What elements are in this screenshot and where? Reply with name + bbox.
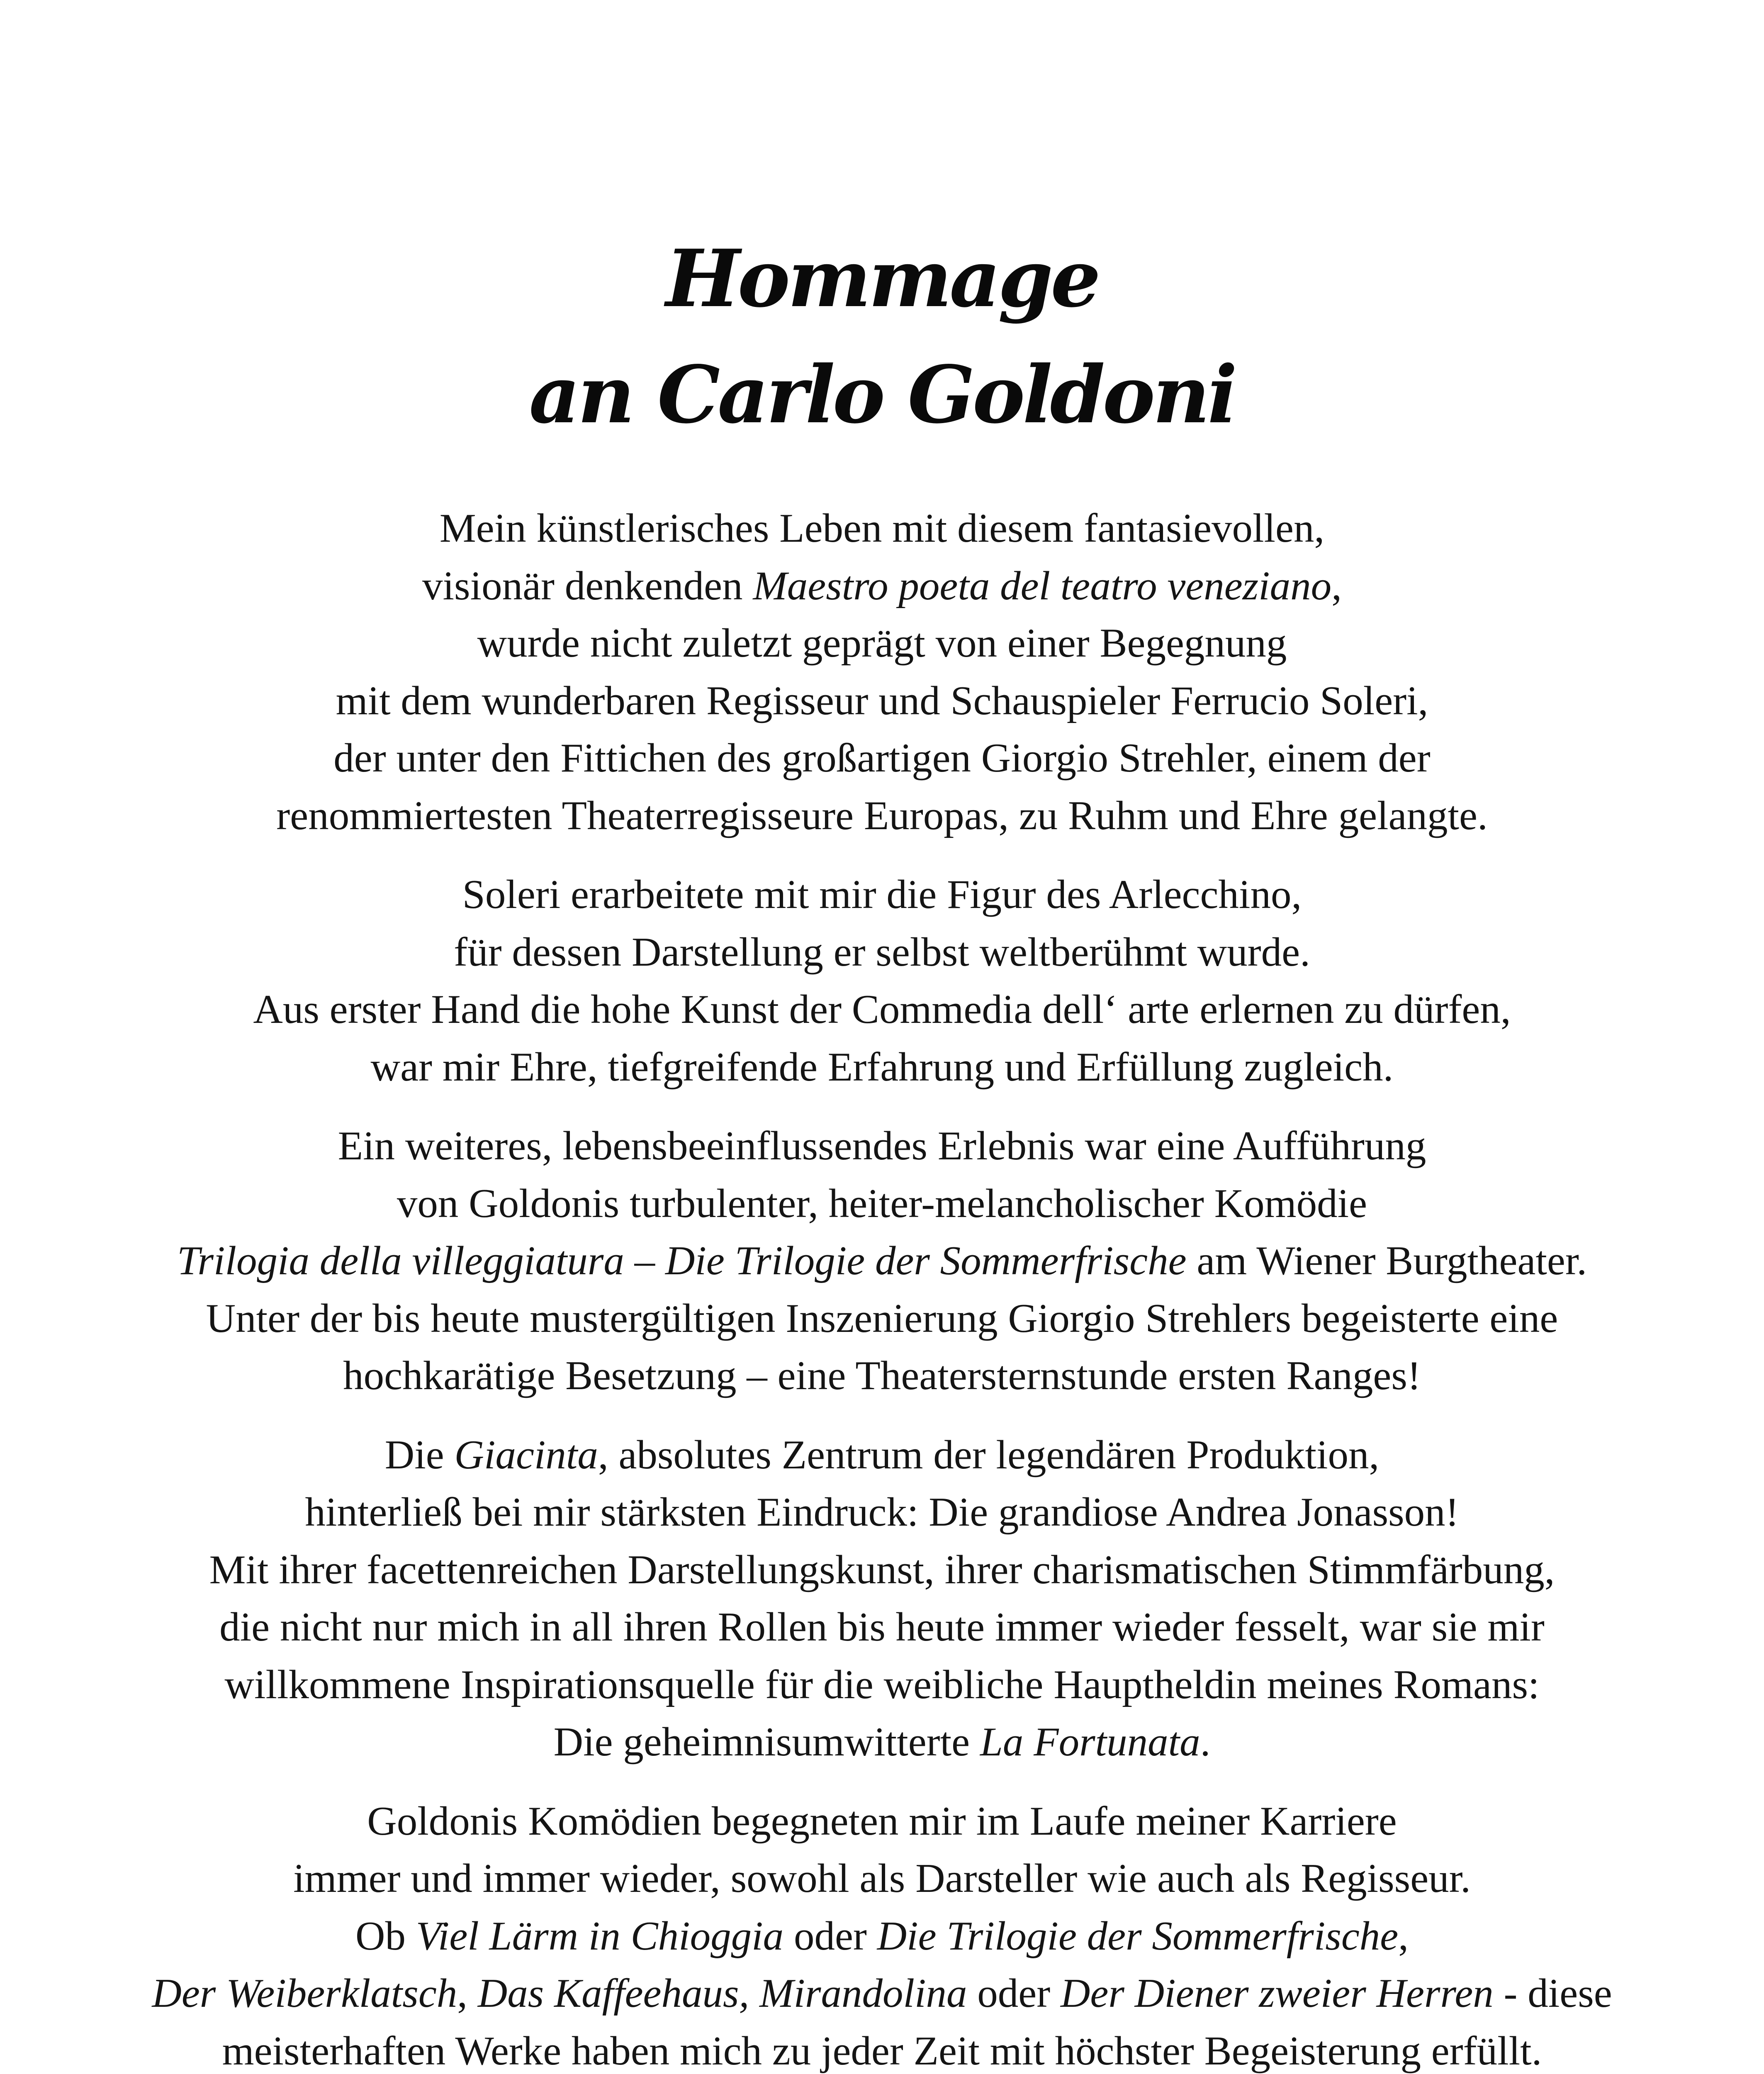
text-segment: von Goldonis turbulenter, heiter-melancholischer Komödie bbox=[397, 1181, 1367, 1226]
text-segment: , bbox=[457, 1971, 478, 2016]
text-segment: . bbox=[1200, 1719, 1211, 1765]
text-line bbox=[124, 981, 1640, 1039]
text-line bbox=[124, 1965, 1640, 2023]
text-segment: Die bbox=[384, 1432, 455, 1478]
italic-title-text: Der Diener zweier Herren bbox=[1060, 1971, 1494, 2016]
text-segment: oder bbox=[967, 1971, 1061, 2016]
text-line bbox=[124, 1117, 1640, 1175]
text-segment: Mein künstlerisches Leben mit diesem fantasievollen, bbox=[439, 506, 1325, 551]
italic-title-text: Giacinta bbox=[454, 1432, 598, 1478]
paragraph bbox=[124, 866, 1640, 1096]
text-line bbox=[124, 2023, 1640, 2074]
text-segment: wurde nicht zuletzt geprägt von einer Begegnung bbox=[477, 621, 1287, 666]
text-segment: war mir Ehre, tiefgreifende Erfahrung und Erfüllung zugleich. bbox=[370, 1044, 1394, 1090]
text-line bbox=[124, 1175, 1640, 1233]
paragraph bbox=[124, 500, 1640, 845]
text-line bbox=[124, 1793, 1640, 1850]
italic-title-text: Viel Lärm in Chioggia bbox=[416, 1913, 784, 1959]
text-line bbox=[124, 1656, 1640, 1714]
text-line bbox=[124, 615, 1640, 672]
text-line bbox=[124, 1599, 1640, 1656]
italic-title-text: Der Weiberklatsch bbox=[152, 1971, 457, 2016]
text-segment: für dessen Darstellung er selbst weltberühmt wurde. bbox=[454, 929, 1310, 975]
text-line bbox=[124, 1541, 1640, 1599]
text-line bbox=[124, 672, 1640, 730]
text-segment: Die geheimnisumwitterte bbox=[553, 1719, 980, 1765]
text-line bbox=[124, 557, 1640, 615]
text-segment: Soleri erarbeitete mit mir die Figur des Arlecchino, bbox=[462, 872, 1302, 917]
text-line bbox=[124, 1484, 1640, 1541]
text-line bbox=[124, 1908, 1640, 1965]
text-segment: die nicht nur mich in all ihren Rollen bis heute immer wieder fesselt, war sie mir bbox=[219, 1604, 1545, 1650]
text-segment: Ob bbox=[355, 1913, 416, 1959]
text-segment: der unter den Fittichen des großartigen Giorgio Strehler, einem der bbox=[333, 735, 1431, 781]
italic-title-text: Das Kaffeehaus, Mirandolina bbox=[477, 1971, 967, 2016]
text-segment: , absolutes Zentrum der legendären Produktion, bbox=[598, 1432, 1380, 1478]
text-segment: hinterließ bei mir stärksten Eindruck: Die grandiose Andrea Jonasson! bbox=[305, 1490, 1459, 1535]
text-segment: , bbox=[1331, 563, 1342, 609]
text-line bbox=[124, 1347, 1640, 1405]
text-line bbox=[124, 1714, 1640, 1771]
text-segment: am Wiener Burgtheater. bbox=[1186, 1238, 1587, 1283]
paragraph bbox=[124, 1793, 1640, 2074]
text-line bbox=[124, 1039, 1640, 1096]
text-segment: hochkarätige Besetzung – eine Theatersternstunde ersten Ranges! bbox=[343, 1353, 1421, 1398]
text-segment: Goldonis Komödien begegneten mir im Laufe meiner Karriere bbox=[367, 1798, 1397, 1844]
text-line bbox=[124, 1290, 1640, 1348]
text-line bbox=[124, 924, 1640, 981]
text-line bbox=[124, 730, 1640, 787]
text-segment: immer und immer wieder, sowohl als Darsteller wie auch als Regisseur. bbox=[293, 1856, 1471, 1901]
text-line bbox=[124, 1232, 1640, 1290]
paragraph bbox=[124, 1426, 1640, 1771]
text-segment: - diese bbox=[1493, 1971, 1612, 2016]
italic-title-text: La Fortunata bbox=[980, 1719, 1200, 1765]
page-title-line-2: an Carlo Goldoni bbox=[529, 348, 1235, 441]
text-segment: mit dem wunderbaren Regisseur und Schauspieler Ferrucio Soleri, bbox=[336, 678, 1428, 723]
paragraph bbox=[124, 1117, 1640, 1405]
text-line bbox=[124, 866, 1640, 924]
text-line bbox=[124, 1850, 1640, 1908]
italic-title-text: Trilogia della villeggiatura – Die Trilogie der Sommerfrische bbox=[177, 1238, 1187, 1283]
text-segment: Aus erster Hand die hohe Kunst der Commedia dell‘ arte erlernen zu dürfen, bbox=[253, 987, 1511, 1032]
italic-title-text: Maestro poeta del teatro veneziano bbox=[753, 563, 1332, 609]
italic-title-text: Die Trilogie der Sommerfrische bbox=[877, 1913, 1399, 1959]
text-line bbox=[124, 1426, 1640, 1484]
text-segment: Unter der bis heute mustergültigen Inszenierung Giorgio Strehlers begeisterte eine bbox=[206, 1295, 1558, 1341]
page-title-line-1: Hommage bbox=[665, 232, 1099, 325]
text-segment: oder bbox=[783, 1913, 877, 1959]
text-segment: , bbox=[1398, 1913, 1409, 1959]
text-segment: meisterhaften Werke haben mich zu jeder Zeit mit höchster Begeisterung erfüllt. bbox=[222, 2028, 1542, 2074]
text-line bbox=[124, 787, 1640, 845]
text-segment: renommiertesten Theaterregisseure Europas, zu Ruhm und Ehre gelangte. bbox=[276, 793, 1488, 838]
text-segment: Mit ihrer facettenreichen Darstellungskunst, ihrer charismatischen Stimmfärbung, bbox=[209, 1547, 1555, 1592]
body-text bbox=[124, 500, 1640, 2074]
text-line bbox=[124, 500, 1640, 557]
text-segment: Ein weiteres, lebensbeeinflussendes Erlebnis war eine Aufführung bbox=[338, 1123, 1426, 1168]
text-segment: visionär denkenden bbox=[422, 563, 753, 609]
text-segment: willkommene Inspirationsquelle für die weibliche Hauptheldin meines Romans: bbox=[224, 1662, 1540, 1707]
